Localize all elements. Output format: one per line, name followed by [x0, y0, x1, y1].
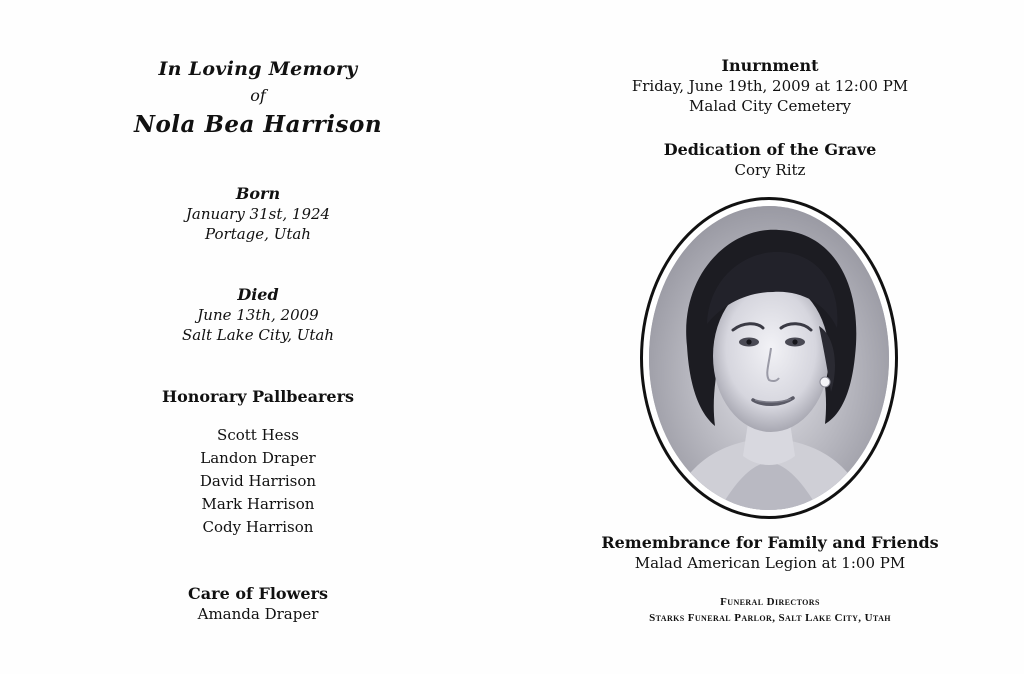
born-section: [110, 184, 406, 244]
born-date: January 31st, 1924: [185, 205, 331, 223]
born-place: Portage, Utah: [205, 225, 311, 243]
remembrance-section: [570, 533, 970, 573]
died-label: Died: [237, 285, 279, 304]
memorial-heading: In Loving Memory: [158, 58, 358, 80]
inurnment-location: Malad City Cemetery: [689, 97, 851, 115]
memorial-connector: of: [250, 86, 266, 105]
remembrance-heading: Remembrance for Family and Friends: [601, 533, 939, 552]
funeral-directors-detail: Starks Funeral Parlor, Salt Lake City, Utah: [649, 612, 891, 624]
remembrance-detail: Malad American Legion at 1:00 PM: [634, 554, 906, 572]
flowers-heading: Care of Flowers: [188, 584, 328, 603]
portrait-photo: [649, 206, 889, 510]
list-item: Scott Hess: [217, 426, 299, 444]
list-item: David Harrison: [199, 472, 317, 490]
born-label: Born: [235, 184, 281, 203]
funeral-directors-section: [570, 594, 970, 626]
dedication-name: Cory Ritz: [734, 161, 806, 179]
portrait-illustration: [649, 206, 889, 510]
died-section: [110, 285, 406, 345]
inurnment-datetime: Friday, June 19th, 2009 at 12:00 PM: [631, 77, 909, 95]
list-item: Cody Harrison: [202, 518, 314, 536]
list-item: Mark Harrison: [201, 495, 315, 513]
inurnment-heading: Inurnment: [721, 56, 819, 75]
deceased-name: Nola Bea Harrison: [133, 111, 383, 138]
funeral-directors-heading: Funeral Directors: [720, 596, 820, 608]
flowers-section: [110, 584, 406, 624]
pallbearers-heading: Honorary Pallbearers: [161, 387, 355, 406]
left-panel: [110, 0, 406, 674]
dedication-section: [570, 140, 970, 180]
inurnment-section: [570, 56, 970, 116]
dedication-heading: Dedication of the Grave: [663, 140, 877, 159]
died-place: Salt Lake City, Utah: [181, 326, 335, 344]
flowers-name: Amanda Draper: [197, 605, 319, 623]
pallbearers-section: [110, 387, 406, 539]
pallbearers-list: [110, 424, 406, 539]
list-item: Landon Draper: [200, 449, 316, 467]
died-date: June 13th, 2009: [197, 306, 319, 324]
portrait-frame: [640, 197, 898, 519]
